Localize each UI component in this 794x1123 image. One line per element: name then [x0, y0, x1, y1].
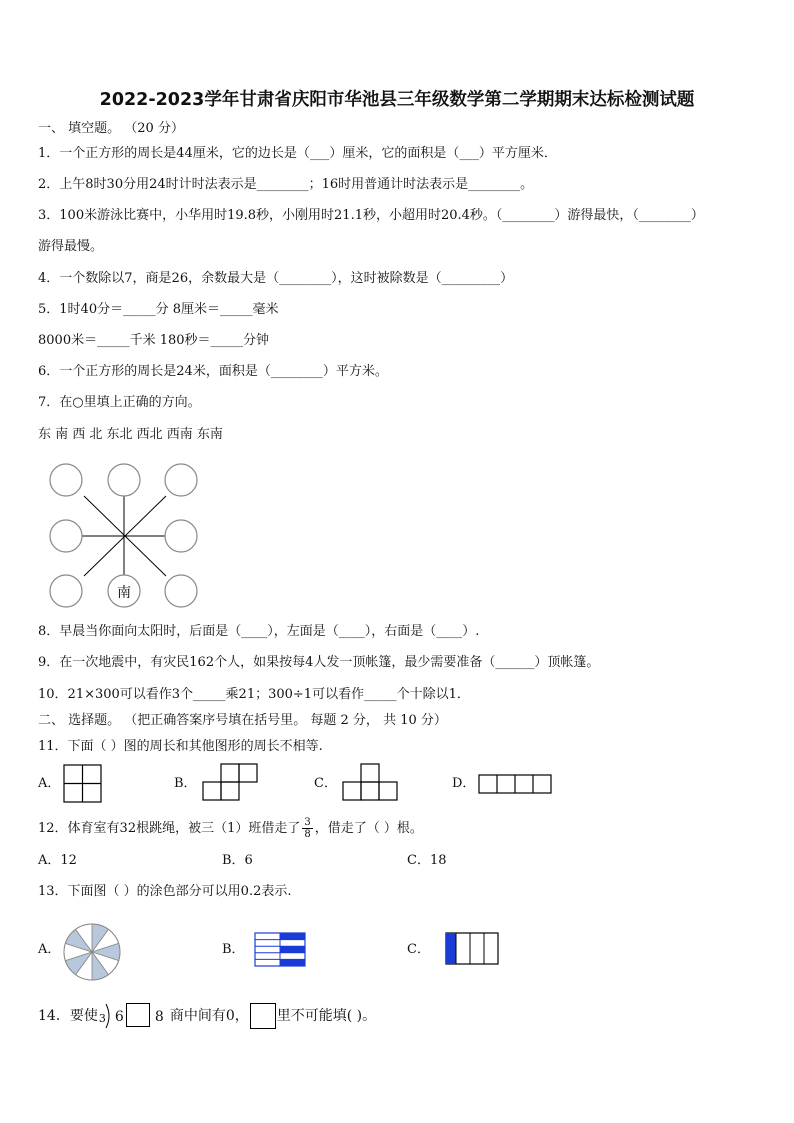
- question-14: [38, 1003, 376, 1029]
- question-3: 3．100米游泳比赛中，小华用时19.8秒，小刚用时21.1秒，小超用时20.4秒。（________）游得最快，（________）: [38, 208, 704, 223]
- fraction-denominator: 8: [304, 829, 311, 840]
- question-4: 4．一个数除以7，商是26，余数最大是（________），这时被除数是（_________）: [38, 271, 514, 286]
- dividend-digit-1: 6: [114, 1009, 124, 1025]
- q12-option-c: C．18: [407, 853, 447, 868]
- q11-figure-d: [477, 773, 555, 797]
- direction-circle: [50, 464, 82, 496]
- direction-circle: [165, 520, 197, 552]
- section-fill-blank-heading: 一、 填空题。 （20 分）: [38, 121, 184, 136]
- question-5-cont: 8000米＝_____千米 180秒＝_____分钟: [38, 333, 270, 348]
- question-1: 1．一个正方形的周长是44厘米，它的边长是（___）厘米，它的面积是（___）平方厘米．: [38, 146, 557, 161]
- question-11: 11．下面（ ）图的周长和其他图形的周长不相等.: [38, 739, 323, 754]
- divisor: 3: [98, 1012, 106, 1025]
- direction-circle: [165, 575, 197, 607]
- direction-circle: [108, 464, 140, 496]
- direction-circle: [165, 464, 197, 496]
- q11-figure-a: [63, 764, 103, 804]
- q14-text-after: 里不可能填( )。: [276, 1008, 377, 1024]
- question-3-cont: 游得最慢。: [38, 239, 104, 254]
- page-title: 2022-2023学年甘肃省庆阳市华池县三年级数学第二学期期末达标检测试题: [99, 90, 695, 110]
- q13-option-a-label: A．: [38, 942, 61, 957]
- direction-circle: [50, 575, 82, 607]
- q11-option-a-label: A．: [38, 776, 61, 791]
- q14-text-mid: 商中间有0，: [169, 1008, 249, 1024]
- dividend-digit-3: 8: [154, 1009, 164, 1025]
- fraction-numerator: 3: [304, 817, 311, 828]
- q12-option-a: A．12: [38, 853, 77, 868]
- q11-option-c-label: C．: [314, 776, 337, 791]
- question-10: 10．21×300可以看作3个_____乘21；300÷1可以看作_____个十除以1．: [38, 687, 470, 702]
- fraction: [302, 817, 312, 840]
- compass-figure: [40, 458, 210, 613]
- q12-text-before: 12．体育室有32根跳绳，被三（1）班借走了: [38, 821, 301, 836]
- section-choice-heading: 二、 选择题。 （把正确答案序号填在括号里。 每题 2 分， 共 10 分）: [38, 713, 447, 728]
- question-2: 2．上午8时30分用24时计时法表示是________；16时用普通计时法表示是________。: [38, 177, 534, 192]
- q11-option-b-label: B．: [174, 776, 197, 791]
- question-9: 9．在一次地震中，有灾民162个人，如果按每4人发一顶帐篷，最少需要准备（______）顶帐篷。: [38, 655, 600, 670]
- blank-box: [250, 1003, 276, 1029]
- q13-figure-b-bars: [253, 931, 309, 969]
- question-8: 8．早晨当你面向太阳时，后面是（____），左面是（____），右面是（____）.: [38, 624, 480, 639]
- q13-figure-c-strip: [444, 931, 500, 967]
- q13-figure-a-circle: [62, 922, 122, 982]
- q12-text-after: ，借走了（ ）根。: [314, 821, 423, 836]
- question-12: [38, 817, 423, 840]
- q13-option-b-label: B．: [222, 942, 245, 957]
- direction-circle: [50, 520, 82, 552]
- q14-text-before: 14．要使: [38, 1008, 98, 1024]
- blank-box: [126, 1003, 150, 1027]
- division-layout: [98, 1003, 170, 1029]
- q13-option-c-label: C．: [407, 942, 430, 957]
- question-5: 5．1时40分＝_____分 8厘米＝_____毫米: [38, 302, 279, 317]
- question-13: 13．下面图（ ）的涂色部分可以用0.2表示.: [38, 884, 292, 899]
- question-7: 7．在○里填上正确的方向。: [38, 395, 201, 410]
- q11-option-d-label: D．: [452, 776, 476, 791]
- q11-figure-b: [201, 763, 259, 805]
- q11-figure-c: [341, 763, 401, 805]
- question-6: 6．一个正方形的周长是24米，面积是（________）平方米。: [38, 364, 388, 379]
- direction-words: 东 南 西 北 东北 西北 西南 东南: [38, 427, 223, 442]
- division-bracket: [105, 1003, 113, 1029]
- q12-option-b: B．6: [222, 853, 253, 868]
- south-label: 南: [117, 585, 131, 601]
